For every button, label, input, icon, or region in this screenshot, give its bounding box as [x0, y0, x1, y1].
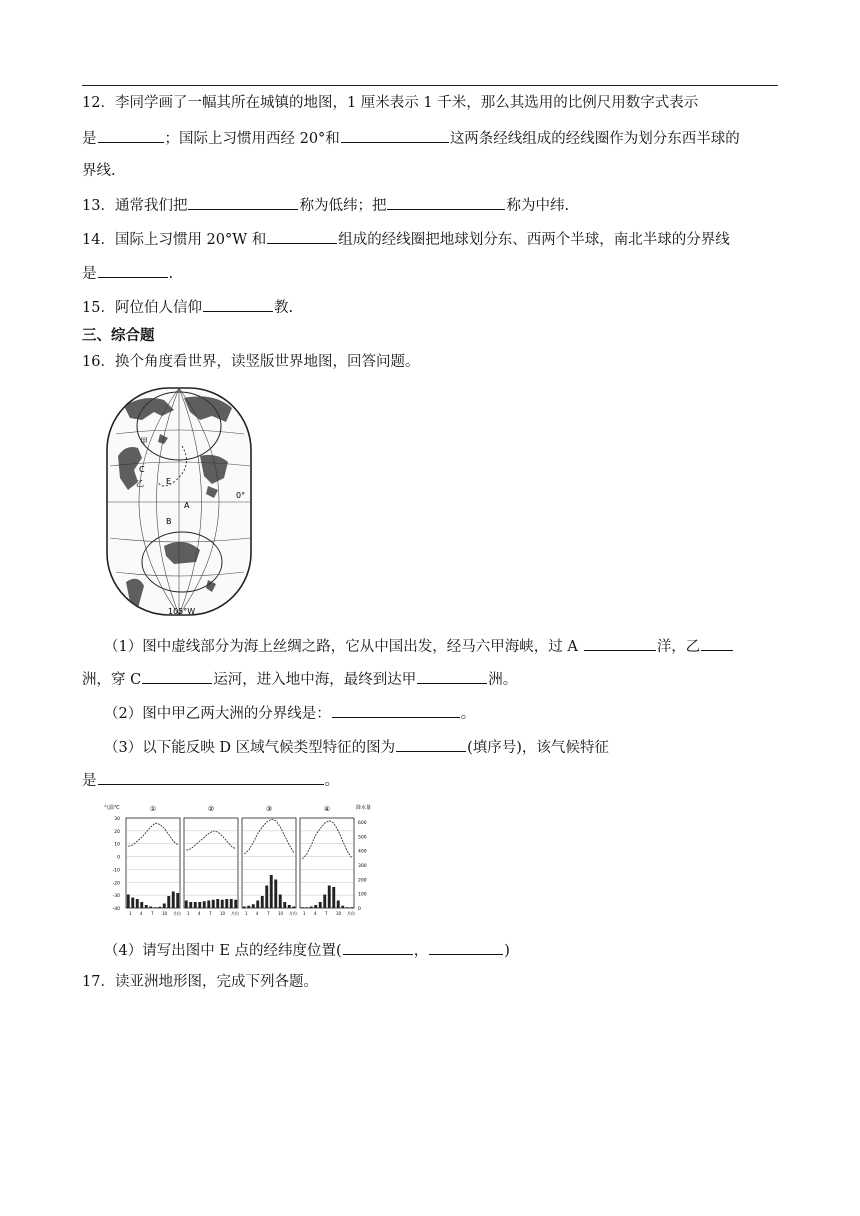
q16-p4-text-c: )	[504, 943, 510, 959]
right-tick-label: 200	[358, 878, 367, 884]
q16-stem: 16．换个角度看世界，读竖版世界地图，回答问题。	[82, 354, 420, 370]
q16-p3-line1	[104, 736, 609, 758]
left-tick-label: -20	[112, 881, 120, 887]
precip-bar	[243, 907, 246, 909]
map-label-e: E	[166, 477, 172, 486]
q14-text-b: 组成的经线圈把地球划分东、西两个半球，南北半球的分界线	[338, 232, 730, 248]
precip-bar	[288, 905, 291, 908]
precip-bar	[274, 880, 277, 909]
q16-p1-text-e: 洲。	[488, 672, 518, 688]
q16-p3-text-c: 是	[82, 773, 97, 789]
q14-text-a: 14．国际上习惯用 20°W 和	[82, 232, 267, 248]
q16-p4-text-a: （4）请写出图中 E 点的经纬度位置(	[104, 943, 342, 959]
vertical-world-map	[104, 386, 256, 618]
q16-p1-text-d: 运河，进入地中海，最终到达甲	[213, 672, 417, 688]
map-label-c: C	[139, 465, 145, 474]
month-tick-label: 4	[198, 911, 201, 916]
precip-bar	[189, 902, 192, 908]
section-heading: 三、综合题	[82, 328, 155, 344]
precip-bar	[314, 905, 317, 908]
month-tick-label: 月份	[347, 911, 355, 916]
q16-p3-text-a: （3）以下能反映 D 区域气候类型特征的图为	[104, 740, 396, 756]
q16-p3-blank-number[interactable]	[396, 736, 466, 752]
month-tick-label: 10	[336, 911, 342, 916]
map-label-jia: 甲	[140, 437, 148, 446]
q16-p1-blank-canal[interactable]	[142, 668, 212, 684]
left-tick-label: 0	[117, 855, 120, 861]
q16-p1-line1	[104, 635, 734, 657]
precip-bar	[247, 906, 250, 908]
map-label-yi: 乙	[136, 479, 144, 488]
month-tick-label: 10	[278, 911, 284, 916]
q14-line2	[82, 262, 173, 284]
right-tick-label: 100	[358, 892, 367, 898]
q14-line1	[82, 228, 730, 250]
left-tick-label: -10	[112, 868, 120, 874]
month-tick-label: 7	[267, 911, 270, 916]
left-axis-label: 气温℃	[104, 805, 120, 811]
left-tick-label: 10	[114, 842, 120, 848]
precip-bar	[310, 907, 313, 909]
q16-p3-blank-feature[interactable]	[98, 769, 324, 785]
map-label-b: B	[166, 517, 172, 526]
precip-bar	[163, 904, 166, 909]
precip-bar	[207, 901, 210, 909]
precip-bar	[145, 905, 148, 908]
precip-bar	[221, 900, 224, 908]
precip-bar	[230, 899, 233, 908]
q16-p4-blank-lon[interactable]	[343, 939, 413, 955]
q16-p2-text-b: 。	[460, 706, 476, 722]
month-tick-label: 7	[151, 911, 154, 916]
precip-bar	[225, 899, 228, 908]
climate-panel-frame	[184, 818, 238, 908]
precip-bar	[256, 901, 259, 909]
precip-bar	[252, 904, 255, 908]
precip-bar	[305, 907, 308, 908]
month-tick-label: 月份	[173, 911, 181, 916]
q12-text-c: 这两条经线组成的经线圈作为划分东西半球的	[449, 131, 740, 147]
precip-bar	[283, 902, 286, 908]
precip-bar	[194, 902, 197, 908]
precip-bar	[265, 886, 268, 909]
q12-blank-2[interactable]	[341, 127, 449, 143]
q16-p1-text-b: 洋，乙	[656, 639, 701, 655]
precip-bar	[261, 896, 264, 908]
map-label-a: A	[184, 501, 190, 510]
q13-blank-2[interactable]	[387, 194, 505, 210]
precip-bar	[301, 907, 304, 908]
precip-bar	[279, 895, 282, 909]
q12-line1: 12．李同学画了一幅其所在城镇的地图，1 厘米表示 1 千米，那么其选用的比例尺用数字式表示	[82, 95, 699, 111]
right-tick-label: 300	[358, 864, 367, 869]
precip-bar	[270, 875, 273, 908]
precip-bar	[216, 899, 219, 908]
q16-p4-text-b: ，	[413, 943, 429, 959]
q16-p2-blank[interactable]	[332, 702, 460, 718]
q12-text-a: 是	[82, 131, 97, 147]
right-tick-label: 0	[358, 907, 361, 912]
precip-bar	[198, 902, 201, 908]
q16-p2-line	[104, 702, 475, 724]
q16-p1-blank-jia[interactable]	[417, 668, 487, 684]
q14-text-c: 是	[82, 266, 97, 282]
q16-p3-line2	[82, 769, 339, 791]
left-tick-label: -40	[112, 907, 120, 912]
precip-bar	[154, 907, 157, 908]
q12-blank-1[interactable]	[98, 127, 164, 143]
month-tick-label: 1	[245, 911, 248, 916]
left-tick-label: 20	[114, 829, 120, 835]
precip-bar	[127, 895, 130, 909]
q15-text-a: 15．阿位伯人信仰	[82, 300, 202, 316]
month-tick-label: 7	[325, 911, 328, 916]
precip-bar	[172, 892, 175, 909]
header-rule	[82, 85, 778, 86]
precip-bar	[167, 896, 170, 908]
q13-line	[82, 194, 569, 216]
precip-bar	[346, 907, 349, 908]
precip-bar	[341, 906, 344, 908]
q13-text-c: 称为中纬.	[506, 198, 570, 214]
precip-bar	[158, 907, 161, 908]
right-axis-label: 降水量	[356, 805, 372, 811]
q16-p1-text-c: 洲，穿 C	[82, 672, 142, 688]
q17-stem: 17．读亚洲地形图，完成下列各题。	[82, 974, 318, 990]
climate-charts-figure	[104, 800, 384, 920]
precip-bar	[140, 902, 143, 908]
month-tick-label: 1	[187, 911, 190, 916]
precip-bar	[131, 898, 134, 909]
q12-line3: 界线.	[82, 163, 116, 179]
q15-text-b: 教.	[273, 300, 294, 316]
month-tick-label: 10	[220, 911, 226, 916]
panel-label: ④	[323, 805, 331, 813]
left-tick-label: 30	[114, 817, 120, 822]
q14-blank-2[interactable]	[98, 262, 168, 278]
precip-bar	[176, 893, 179, 908]
right-tick-label: 600	[358, 821, 367, 826]
q14-text-d: .	[168, 266, 174, 282]
q16-p1-line2	[82, 668, 517, 690]
q16-p1-blank-yi[interactable]	[701, 635, 733, 651]
precip-bar	[203, 901, 206, 908]
q15-blank[interactable]	[203, 296, 273, 312]
q16-p1-blank-ocean[interactable]	[584, 635, 656, 651]
month-tick-label: 1	[303, 911, 306, 916]
precip-bar	[292, 907, 295, 909]
climate-panel-frame	[300, 818, 354, 908]
q15-line	[82, 296, 293, 318]
map-label-105w: 105°W	[168, 607, 196, 616]
precip-bar	[149, 907, 152, 909]
month-tick-label: 4	[314, 911, 317, 916]
q16-p4-line	[104, 939, 510, 961]
month-tick-label: 月份	[231, 911, 239, 916]
climate-panel-frame	[242, 818, 296, 908]
precip-bar	[332, 887, 335, 908]
right-tick-label: 400	[358, 849, 367, 855]
q12-text-b: ；国际上习惯用西经 20°和	[164, 131, 340, 147]
q16-p1-text-a: （1）图中虚线部分为海上丝绸之路，它从中国出发，经马六甲海峡，过 A	[104, 639, 578, 655]
panel-label: ②	[207, 805, 215, 813]
precip-bar	[185, 901, 188, 909]
q16-p3-text-b: (填序号)，该气候特征	[467, 740, 609, 756]
month-tick-label: 4	[140, 911, 143, 916]
panel-label: ①	[149, 805, 157, 813]
q13-blank-1[interactable]	[188, 194, 298, 210]
month-tick-label: 4	[256, 911, 259, 916]
precip-bar	[328, 886, 331, 909]
precip-bar	[319, 902, 322, 908]
precip-bar	[350, 907, 353, 908]
q16-p3-text-d: 。	[324, 773, 339, 789]
precip-bar	[136, 899, 139, 908]
q14-blank-1[interactable]	[267, 228, 337, 244]
q16-p2-text-a: （2）图中甲乙两大洲的分界线是：	[104, 706, 331, 722]
precip-bar	[234, 900, 237, 908]
precip-bar	[337, 901, 340, 909]
q13-text-b: 称为低纬；把	[299, 198, 387, 214]
precip-bar	[323, 895, 326, 909]
left-tick-label: -30	[112, 894, 120, 900]
panel-label: ③	[265, 805, 273, 813]
right-tick-label: 500	[358, 835, 367, 841]
month-tick-label: 1	[129, 911, 132, 916]
month-tick-label: 月份	[289, 911, 297, 916]
precip-bar	[212, 900, 215, 908]
month-tick-label: 7	[209, 911, 212, 916]
map-label-zero-degree: 0°	[236, 491, 246, 500]
q16-p4-blank-lat[interactable]	[429, 939, 503, 955]
month-tick-label: 10	[162, 911, 168, 916]
q13-text-a: 13．通常我们把	[82, 198, 188, 214]
q12-line2	[82, 127, 740, 149]
